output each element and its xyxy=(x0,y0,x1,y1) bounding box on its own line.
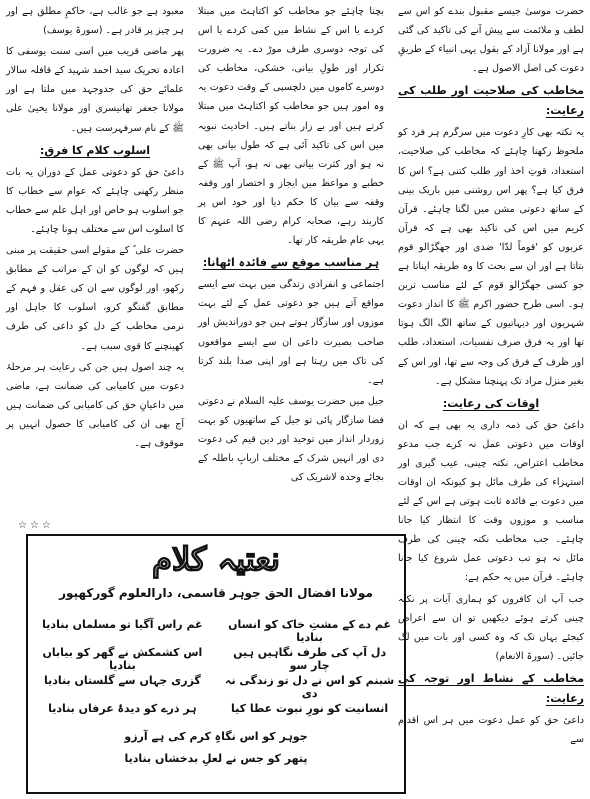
column-right xyxy=(398,2,584,745)
paragraph: بچنا چاہئے جو مخاطب کو اکتاہٹ میں مبتلا کردے یا اس کے نشاط میں کمی کردے یا اس کی توجہ دوسری طرف موڑ دے۔ یہ ضرورت تکرار اور طولِ بیانی، خشکی، مخاطب کی دوسرے کاموں میں دلچسپی کے وقت دعوت یہ وہ امور ہیں جو مخاطب کو اکتاہٹ میں مبتلا کرتے ہیں اور بے زار بناتے ہیں۔ احادیث نبویہ میں اس کی تاکید آئی ہے کہ طول بیانی بھی نہ ہو اور کثرت بیانی بھی نہ ہو، آپ ﷺ کے خطبے و مواعظ میں ایجاز و اختصار اور وقفہ وقفہ سے بیان کا حکم دیا اور خود اس پر کاربند رہے، صحابہ کرام رضی اللہ عنہم کا یہی عام طریقہ کار تھا۔ xyxy=(198,6,384,247)
poem-title: نعتیہ کلام xyxy=(152,540,280,578)
section-heading-capacity: مخاطب کی صلاحیت اور طلب کی رعایت: xyxy=(398,84,584,118)
paragraph: حضرت موسیٰ جیسے مقبول بندے کو اس سے لطف و ملائمت سے پیش آنے کی تاکید کی گئی ہے اور مولانا آزاد کے بقول یہی انبیاء کے طریقِ دعوت کی اصل الاصول ہے۔ xyxy=(398,6,584,75)
couplet xyxy=(36,646,396,674)
end-marker-stars: ☆☆☆ xyxy=(18,520,54,531)
verse: غم دے کے مشتِ خاک کو انساں بنادیا xyxy=(228,618,392,644)
verse: غم راس آگیا تو مسلماں بنادیا xyxy=(42,618,203,631)
poem-author: مولانا افضال الحق جوہر قاسمی، دارالعلوم گورکھپور xyxy=(59,586,373,600)
closing-verse: پتھر کو جس نے لعلِ بدخشاں بنادیا xyxy=(124,752,308,765)
verse: گزری جہاں سے گلستاں بنادیا xyxy=(43,674,201,687)
paragraph: جیل میں حضرت یوسف علیہ السلام نے دعوتی فضا سازگار پائی تو جیل کے ساتھیوں کو بہت زوردار انداز میں توحید اور دین قیم کی دعوت دی اور انہیں شرک کے مختلف اربابِ باطلہ کے بجائے وحدہ لاشریک کی xyxy=(198,395,384,484)
paragraph: یہ چند اصول ہیں جن کی رعایت ہر مرحلۂ دعوت میں کامیابی کی ضمانت ہے، ماضی میں داعیانِ حق کی کامیابی کی ضمانت ہیں آج بھی ان کی کامیابی کا حصول انہیں پر موقوف ہے۔ xyxy=(6,361,184,449)
section-heading-opportunity: ہر مناسب موقع سے فائدہ اٹھانا: xyxy=(202,256,380,270)
section-heading-timing: اوقات کی رعایت: xyxy=(442,396,540,410)
section-heading-style: اسلوب کلام کا فرق: xyxy=(39,143,151,157)
column-left xyxy=(6,2,184,532)
verse: انسانیت کو نورِ نبوت عطا کیا xyxy=(230,702,389,715)
poem-couplets xyxy=(36,618,396,774)
paragraph: اجتماعی و انفرادی زندگی میں بہت سے ایسے مواقع آتے ہیں جو دعوتی عمل کے لئے بہت موزوں اور سازگار ہوتے ہیں جو دوراندیش اور صاحب بصیرت داعی ان سے ایسے مواقعوں کی تاک میں رہتا ہے اور اپنی صدا بلند کرتا ہے۔ xyxy=(198,279,384,386)
paragraph: پھر ماضی قریب میں اسی سنت یوسفی کا اعادہ تحریک سید احمد شہید کے قافلہ سالار علمائے حق کی جدوجہد میں ملتا ہے اور مولانا جعفر تھانیسری اور مولانا یحییٰ علی ﷺ کے نام سرفہرست ہیں۔ xyxy=(6,46,184,134)
poem-box xyxy=(26,534,406,794)
verse: اس کشمکش نے گھر کو بیاباں بنادیا xyxy=(42,646,203,672)
paragraph: داعیٔ حق کو عمل دعوت میں ہر اس اقدام سے xyxy=(398,714,584,745)
section-heading-attention: مخاطب کے نشاط اور توجہ کی رعایت: xyxy=(398,671,584,705)
paragraph: معبود ہے جو غالب ہے، حاکمِ مطلق ہے اور ہر چیز پر قادر ہے۔ (سورۃ یوسف) xyxy=(6,6,184,37)
column-middle xyxy=(198,2,384,532)
verse: دل آپ کی طرف نگاہیں ہیں چار سو xyxy=(233,646,387,672)
quran-quote: جب آپ ان کافروں کو ہماری آیات پر نکتہ چینی کرتے ہوئے دیکھیں تو ان سے اعراض کیجئے یہاں تک کہ وہ کسی اور بات میں لگ جائیں۔ (سورۃ الانعام) xyxy=(398,593,584,662)
paragraph: داعیٔ حق کو دعوتی عمل کے دوران یہ بات منظر رکھنی چاہئے کہ عوام سے خطاب کا جو اسلوب ہو خاص اور اہل علم سے خطاب کا اسلوب اس سے مختلف ہونا چاہئے۔ xyxy=(6,166,184,235)
closing-verse: جوہر کو اس نگاہِ کرم کی ہے آرزو xyxy=(124,730,308,743)
couplet xyxy=(36,702,396,730)
paragraph: حضرت علی ؓ کے مقولے اسی حقیقت پر مبنی ہیں کہ لوگوں کو ان کے مراتب کے مطابق رکھو، اور لوگوں سے ان کی عقل و فہم کے مطابق گفتگو کرو، اسلوب کا جاہل اور نرمی مخاطب کے دل کو داعی کی طرف کھینچنے کا قوی سبب ہے۔ xyxy=(6,245,184,352)
verse: شبنم کو اس نے دل تو زندگی نہ دی xyxy=(225,674,395,700)
couplet xyxy=(36,618,396,646)
paragraph: یہ نکتہ بھی کارِ دعوت میں سرگرم ہر فرد کو ملحوظ رکھنا چاہئے کہ مخاطب کی صلاحیت، استعداد، قوتِ اخذ اور طلب کتنی ہے؟ اس کا فرق کیا ہے؟ پھر اس روشنی میں باریک بینی کے ساتھ دعوتی مشن میں لگنا چاہئے۔ قرآن کریم میں اس کی تاکید بھی ہے کہ قرآن عربوں کو 'قوماً لدّا' ضدی اور جھگڑالو قوم بتاتا ہے اور ان سے بحث کا وہ طریقہ اپناتا ہے جو کسی جھگڑالو قوم کے لئے مناسب ترین ہو۔ اسی طرح حضور اکرم ﷺ کا انداز دعوت شہریوں اور دیہاتیوں کے ساتھ الگ الگ ہوتا تھا اور یہ فرق صرف نفسیات، استعداد، طلب اور ظرف کے فرق کی وجہ سے تھا، اور اس کے بغیر منزل مراد تک پہنچنا مشکل ہے۔ xyxy=(398,127,584,387)
verse: ہر ذرے کو دیدۂ عرفاں بنادیا xyxy=(48,702,197,715)
couplet xyxy=(36,674,396,702)
paragraph: داعیٔ حق کی ذمہ داری یہ بھی ہے کہ ان اوقات میں دعوتی عمل نہ کرے جب مدعو مخاطب اعتراض، نکتہ چینی، عیب گیری اور استہزاء کی طرف مائل ہو کیونکہ ان اوقات میں دعوت بے فائدہ ثابت ہوتی ہے اس کے لئے مناسب و موزوں وقت کا انتظار کیا جانا چاہئے۔ جب مخاطب نکتہ چینی کی طرف مائل نہ ہو تب دعوتی عمل شروع کیا جانا چاہئے۔ قرآن میں یہ حکم ہے: xyxy=(398,419,584,584)
